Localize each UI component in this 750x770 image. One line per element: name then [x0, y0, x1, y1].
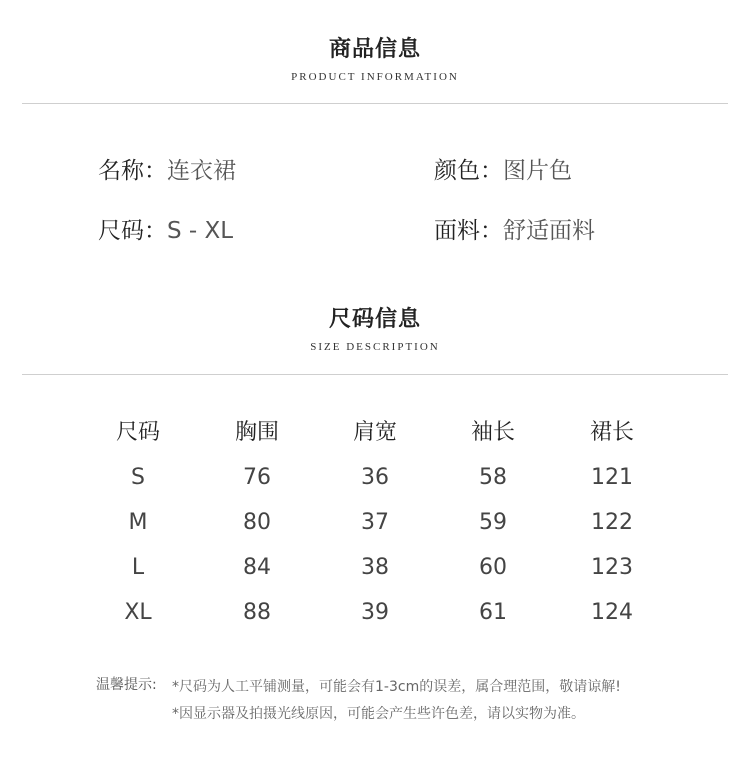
- product-info-title: 商品信息: [328, 37, 421, 62]
- product-name-label: 名称：: [98, 158, 167, 184]
- product-fabric-label: 面料：: [434, 218, 503, 244]
- header-cell-length: 裙长: [589, 420, 634, 445]
- header-cell-bust: 胸围: [234, 420, 279, 445]
- size-info-title: 尺码信息: [328, 307, 421, 332]
- table-cell: 76: [243, 465, 271, 490]
- tips-line-measurement: *尺码为人工平铺测量，可能会有1-3cm的误差，属合理范围，敬请谅解!: [172, 679, 621, 695]
- tips-label: 温馨提示:: [96, 677, 157, 693]
- table-cell: 84: [243, 555, 271, 580]
- product-size-label: 尺码：: [98, 218, 167, 244]
- product-color-value: 图片色: [503, 158, 572, 184]
- size-info-subtitle: SIZE DESCRIPTION: [310, 341, 440, 353]
- table-cell: 39: [361, 600, 389, 625]
- product-info-subtitle: PRODUCT INFORMATION: [291, 71, 459, 83]
- table-cell: 59: [479, 510, 507, 535]
- table-cell: 80: [243, 510, 271, 535]
- divider: [22, 103, 728, 104]
- table-cell: 61: [479, 600, 507, 625]
- product-color-row: [434, 152, 572, 185]
- table-row: [78, 597, 678, 642]
- table-cell: 37: [361, 510, 389, 535]
- product-name-value: 连衣裙: [167, 158, 236, 184]
- header-cell-size: 尺码: [115, 420, 160, 445]
- table-row: [78, 552, 678, 597]
- table-row: [78, 507, 678, 552]
- table-cell: 123: [591, 555, 633, 580]
- header-cell-sleeve: 袖长: [470, 420, 515, 445]
- table-cell: S: [131, 465, 145, 490]
- table-cell: 124: [591, 600, 633, 625]
- divider: [22, 374, 728, 375]
- table-cell: 121: [591, 465, 633, 490]
- table-cell: XL: [124, 600, 152, 625]
- size-info-header: [0, 302, 750, 353]
- table-cell: 88: [243, 600, 271, 625]
- table-cell: 60: [479, 555, 507, 580]
- tips-line-color: *因显示器及拍摄光线原因，可能会产生些许色差，请以实物为准。: [172, 706, 585, 722]
- header-cell-shoulder: 肩宽: [352, 420, 397, 445]
- product-info-header: [0, 32, 750, 83]
- product-color-label: 颜色：: [434, 158, 503, 184]
- table-cell: M: [128, 510, 148, 535]
- table-cell: 36: [361, 465, 389, 490]
- table-cell: L: [131, 555, 145, 580]
- table-row: [78, 462, 678, 507]
- size-table: [78, 417, 678, 642]
- product-fabric-row: [434, 212, 595, 245]
- size-table-header: [78, 417, 678, 462]
- product-size-value: S - XL: [167, 218, 234, 244]
- table-cell: 122: [591, 510, 633, 535]
- product-size-row: [98, 212, 233, 245]
- table-cell: 38: [361, 555, 389, 580]
- product-name-row: [98, 152, 236, 185]
- table-cell: 58: [479, 465, 507, 490]
- product-fabric-value: 舒适面料: [503, 218, 595, 244]
